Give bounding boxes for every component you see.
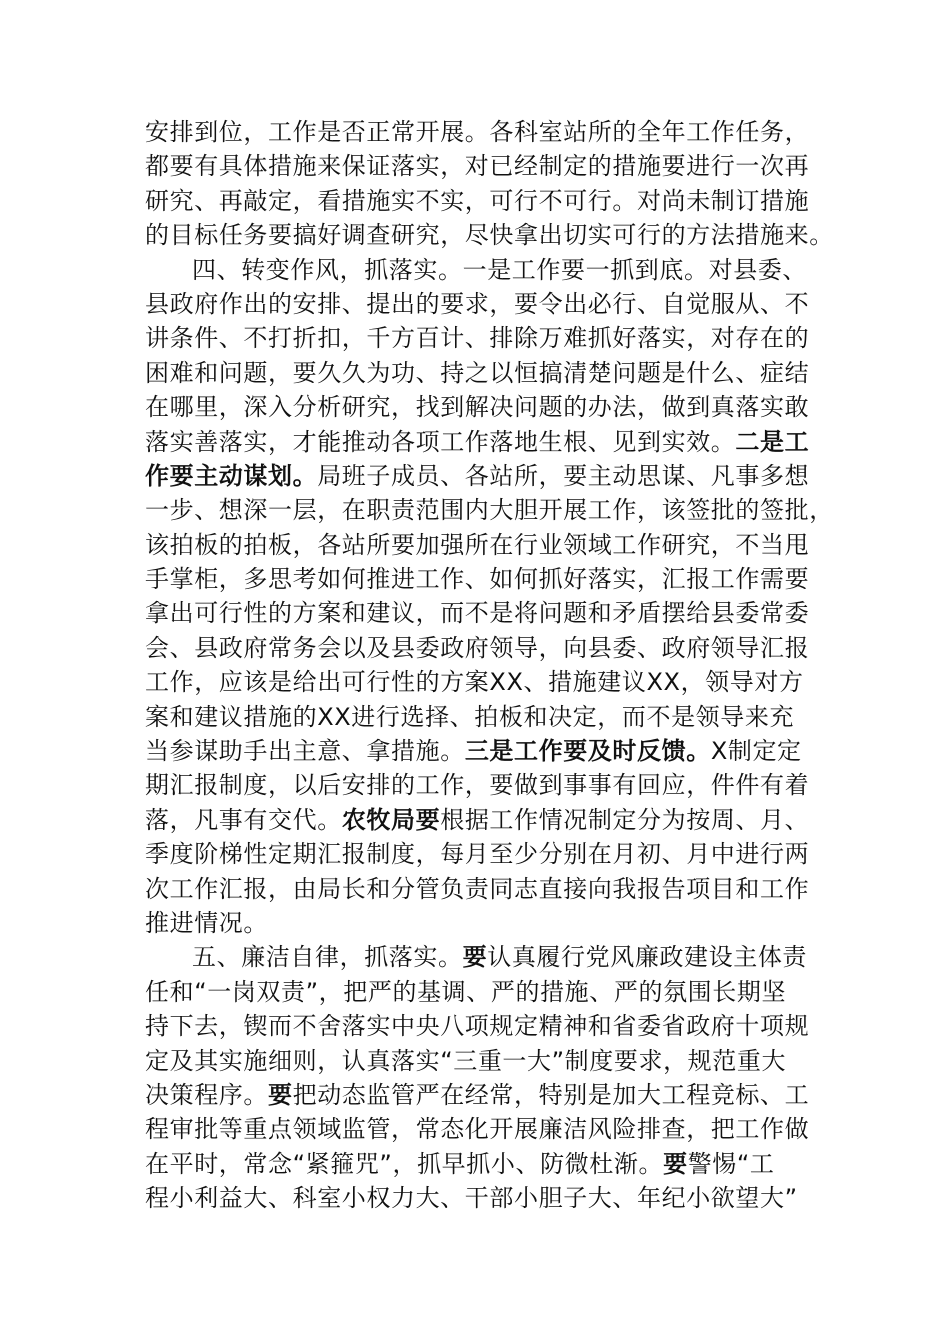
text-segment: 落实善落实，才能推动各项工作落地生根、见到实效。 [145, 427, 736, 456]
text-segment: 程小利益大、科室小权力大、干部小胆子大、年纪小欲望大” [145, 1184, 798, 1213]
text-line [145, 1181, 810, 1215]
text-line [145, 1078, 810, 1112]
text-line [145, 906, 810, 940]
text-segment: 落，凡事有交代。 [145, 805, 342, 834]
text-line [145, 1112, 810, 1146]
text-segment: 会、县政府常务会以及县委政府领导，向县委、政府领导汇报 [145, 633, 810, 662]
text-segment: 在平时，常念“紧箍咒”，抓早抓小、防微杜渐。 [145, 1149, 664, 1178]
text-segment: 四、转变作风，抓落实。一是工作要一抓到底。对县委、 [192, 255, 807, 284]
text-line [145, 253, 810, 287]
text-line [145, 528, 810, 562]
text-segment: 安排到位，工作是否正常开展。各科室站所的全年工作任务， [145, 118, 810, 146]
document-body [145, 115, 834, 1216]
text-line [145, 1147, 810, 1181]
text-line [145, 287, 810, 321]
text-segment: 都要有具体措施来保证落实，对已经制定的措施要进行一次再 [145, 152, 810, 181]
text-segment: 决策程序。 [145, 1080, 268, 1109]
text-segment: X制定定 [710, 737, 802, 766]
text-segment: 定及其实施细则，认真落实“三重一大”制度要求，规范重大 [145, 1046, 787, 1075]
text-line [145, 459, 810, 493]
text-segment: 手掌柜，多思考如何推进工作、如何抓好落实，汇报工作需要 [145, 565, 810, 594]
text-segment: 拿出可行性的方案和建议，而不是将问题和矛盾摆给县委常委 [145, 599, 810, 628]
text-segment: 季度阶梯性定期汇报制度，每月至少分别在月初、月中进行两 [145, 840, 810, 869]
text-segment: 五、廉洁自律，抓落实。 [192, 943, 463, 972]
text-line [145, 321, 810, 355]
text-segment: 任和“一岗双责”，把严的基调、严的措施、严的氛围长期坚 [145, 977, 787, 1006]
text-line [145, 184, 810, 218]
text-line [145, 1044, 810, 1078]
text-segment: 警惕“工 [687, 1149, 775, 1178]
text-segment: 认真履行党风廉政建设主体责 [487, 943, 808, 972]
text-segment: 该拍板的拍板，各站所要加强所在行业领域工作研究，不当甩 [145, 530, 810, 559]
bold-text-segment: 要 [462, 943, 488, 972]
text-segment: 根据工作情况制定分为按周、月、 [440, 805, 810, 834]
text-line [145, 665, 810, 699]
bold-text-segment: 农牧局要 [341, 805, 441, 834]
text-segment: 持下去，锲而不舍落实中央八项规定精神和省委省政府十项规 [145, 1012, 810, 1041]
text-line [145, 803, 810, 837]
text-line [145, 975, 810, 1009]
text-segment: 工作，应该是给出可行性的方案XX、措施建议XX，领导对方 [145, 668, 804, 697]
text-line [145, 872, 810, 906]
bold-text-segment: 三是工作要及时反馈。 [464, 737, 711, 766]
text-line [145, 425, 810, 459]
text-line [145, 768, 810, 802]
text-segment: 把动态监管严在经常，特别是加大工程竞标、工 [292, 1080, 810, 1109]
bold-text-segment: 要 [663, 1149, 688, 1178]
text-segment: 在哪里，深入分析研究，找到解决问题的办法，做到真落实敢 [145, 393, 810, 422]
text-line [145, 700, 810, 734]
bold-text-segment: 作要主动谋划。 [145, 461, 318, 490]
text-line [145, 1009, 810, 1043]
text-line [145, 734, 810, 768]
text-segment: 的目标任务要搞好调查研究，尽快拿出切实可行的方法措施来。 [145, 221, 834, 250]
text-segment: 期汇报制度，以后安排的工作，要做到事事有回应，件件有着 [145, 771, 810, 800]
text-segment: 一步、想深一层，在职责范围内大胆开展工作，该签批的签批， [145, 496, 834, 525]
text-segment: 次工作汇报，由局长和分管负责同志直接向我报告项目和工作 [145, 874, 810, 903]
text-segment: 局班子成员、各站所，要主动思谋、凡事多想 [317, 461, 810, 490]
text-line [145, 596, 810, 630]
text-line [145, 390, 810, 424]
bold-text-segment: 要 [268, 1080, 293, 1109]
text-line [145, 149, 810, 183]
text-line [145, 837, 810, 871]
text-line [145, 218, 834, 252]
text-segment: 研究、再敲定，看措施实不实，可行不可行。对尚未制订措施 [145, 186, 810, 215]
bold-text-segment: 二是工 [735, 427, 810, 456]
text-segment: 困难和问题，要久久为功、持之以恒搞清楚问题是什么、症结 [145, 358, 810, 387]
text-segment: 案和建议措施的XX进行选择、拍板和决定，而不是领导来充 [145, 702, 795, 731]
text-line [145, 356, 810, 390]
text-line [145, 115, 810, 149]
text-segment: 县政府作出的安排、提出的要求，要令出必行、自觉服从、不 [145, 289, 810, 318]
text-segment: 推进情况。 [145, 908, 268, 937]
text-line [145, 562, 810, 596]
text-segment: 程审批等重点领域监管，常态化开展廉洁风险排查，把工作做 [145, 1115, 810, 1144]
text-line [145, 493, 834, 527]
text-line [145, 631, 810, 665]
text-line [145, 940, 810, 974]
text-segment: 讲条件、不打折扣，千方百计、排除万难抓好落实，对存在的 [145, 324, 810, 353]
text-segment: 当参谋助手出主意、拿措施。 [145, 737, 465, 766]
